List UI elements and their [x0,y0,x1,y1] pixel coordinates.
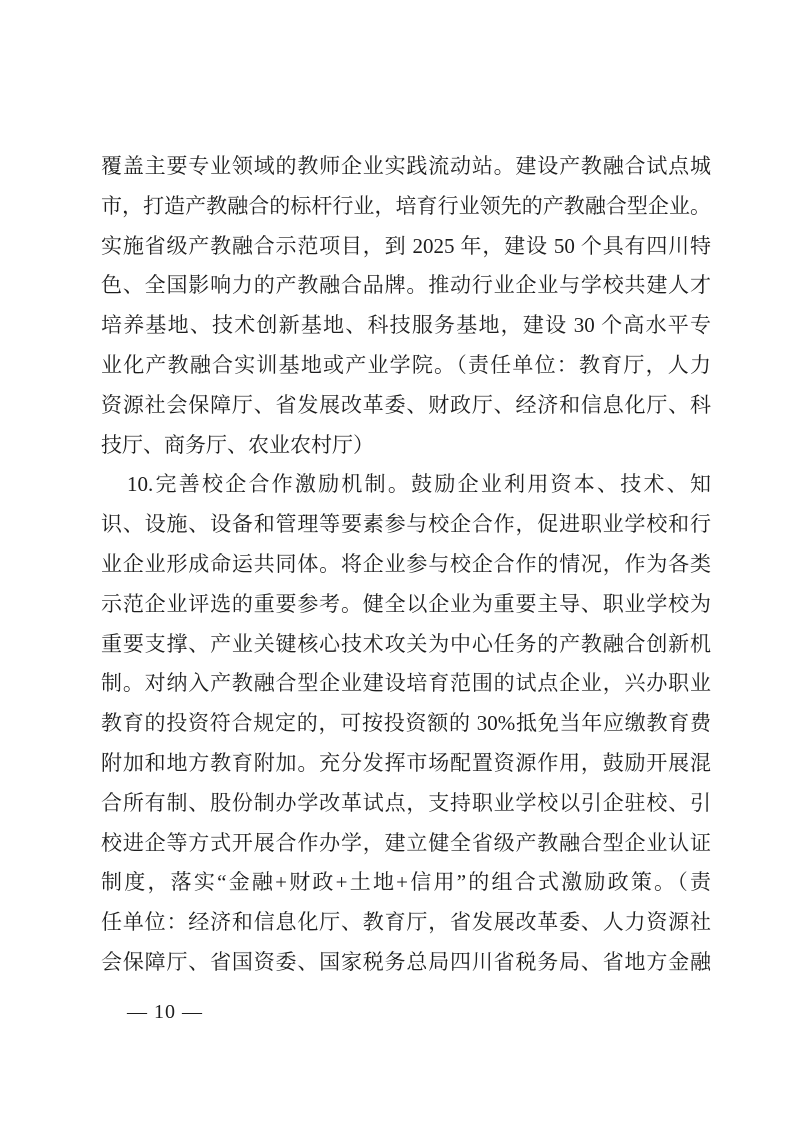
text-line: 制度，落实“金融+财政+土地+信用”的组合式激励政策。（责 [101,870,711,895]
text-line: 资源社会保障厅、省发展改革委、财政厅、经济和信息化厅、科 [101,392,711,417]
text-line: 色、全国影响力的产教融合品牌。推动行业企业与学校共建人才 [101,273,711,298]
text-line: 覆盖主要专业领域的教师企业实践流动站。建设产教融合试点城 [101,154,711,178]
text-line: 实施省级产教融合示范项目，到 2025 年，建设 50 个具有四川特 [101,233,711,258]
text-line: 业化产教融合实训基地或产业学院。（责任单位：教育厅，人力 [101,352,711,377]
text-line: 校进企等方式开展合作办学，建立健全省级产教融合型企业认证 [101,830,711,855]
text-line: 培养基地、技术创新基地、科技服务基地，建设 30 个高水平专 [101,313,711,338]
text-line: 制。对纳入产教融合型企业建设培育范围的试点企业，兴办职业 [101,671,711,696]
text-line: 教育的投资符合规定的，可按投资额的 30%抵免当年应缴教育费 [101,711,711,736]
page-number: — 10 — [127,1001,203,1023]
text-body [101,147,711,983]
text-line: 业企业形成命运共同体。将企业参与校企合作的情况，作为各类 [101,551,711,576]
text-line: 任单位：经济和信息化厅、教育厅，省发展改革委、人力资源社 [101,910,711,935]
text-line: 10.完善校企合作激励机制。鼓励企业利用资本、技术、知 [127,472,711,497]
text-line: 示范企业评选的重要参考。健全以企业为重要主导、职业学校为 [101,591,711,616]
text-line: 技厅、商务厅、农业农村厅） [101,432,374,457]
text-line: 市，打造产教融合的标杆行业，培育行业领先的产教融合型企业。 [101,193,711,218]
text-line: 合所有制、股份制办学改革试点，支持职业学校以引企驻校、引 [101,790,711,815]
text-line: 会保障厅、省国资委、国家税务总局四川省税务局、省地方金融 [101,949,711,974]
text-line: 重要支撑、产业关键核心技术攻关为中心任务的产教融合创新机 [101,631,711,656]
text-line: 附加和地方教育附加。充分发挥市场配置资源作用，鼓励开展混 [101,750,711,775]
text-line: 识、设施、设备和管理等要素参与校企合作，促进职业学校和行 [101,512,711,537]
